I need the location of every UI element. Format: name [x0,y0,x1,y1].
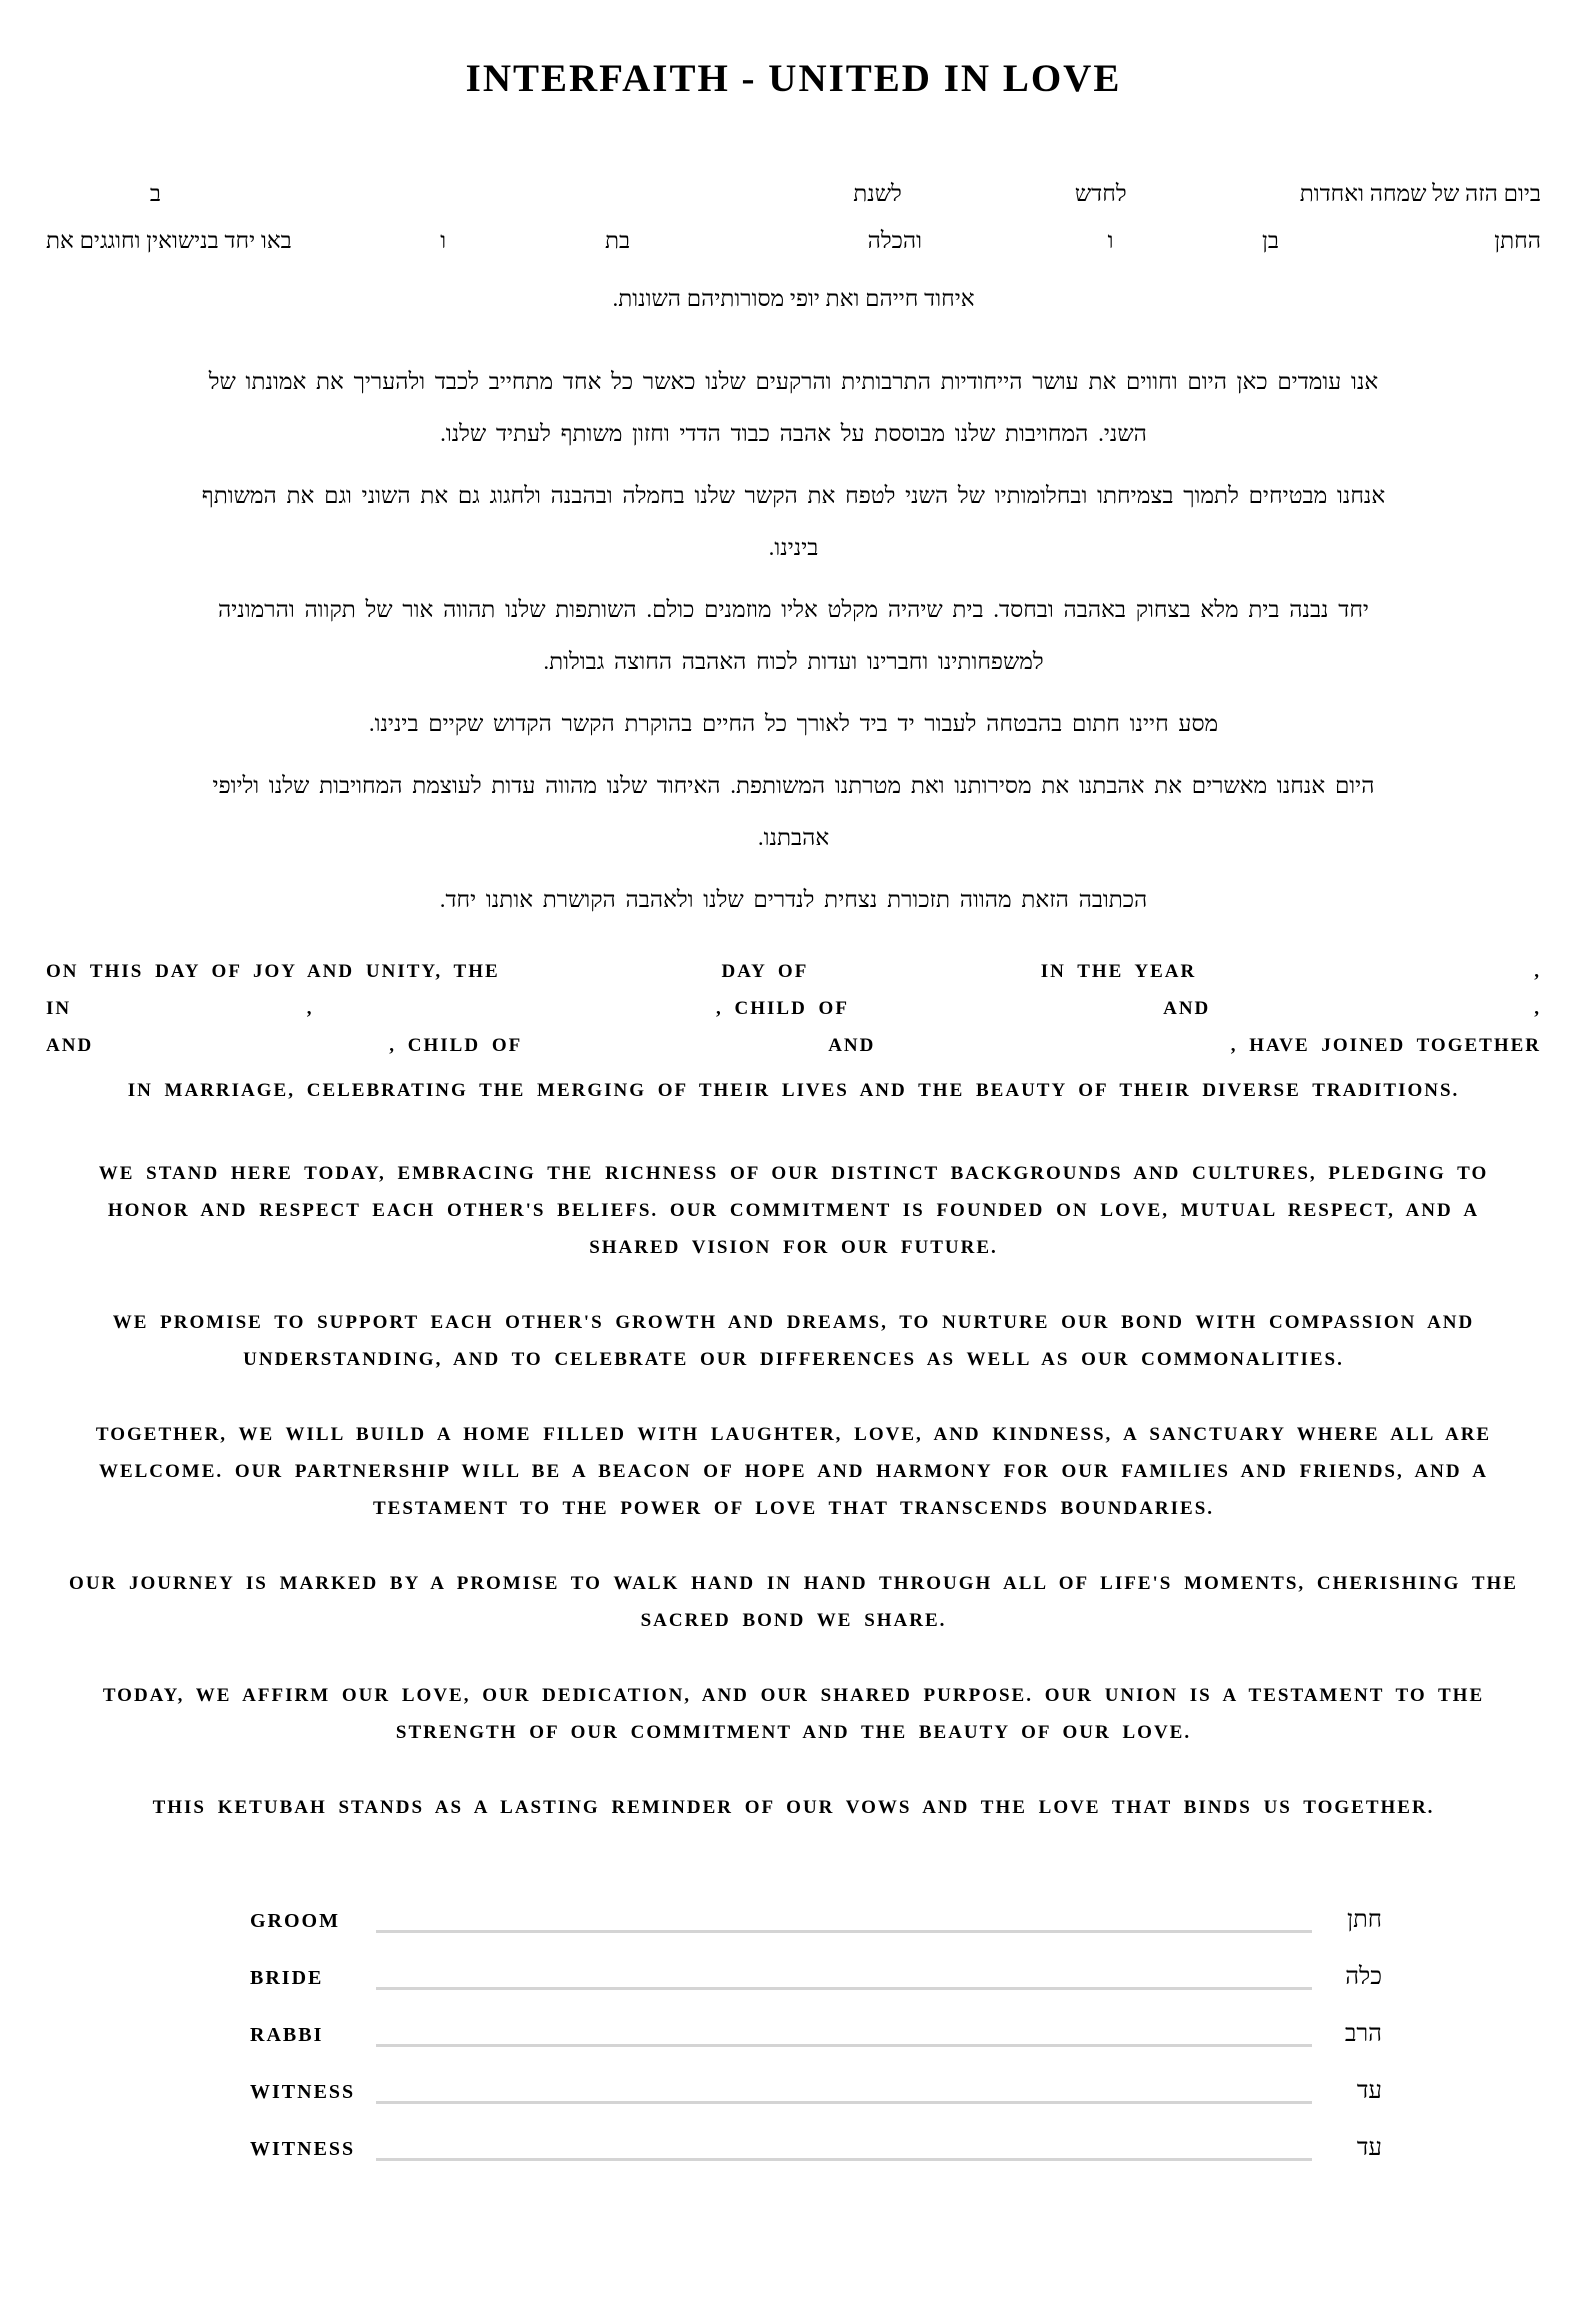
hebrew-par3-line2: למשפחותינו וחברינו ועדות לכוח האהבה החוצה גבולות. [543,649,1044,674]
english-location-line [46,998,1541,1035]
english-par1-line1: WE STAND HERE TODAY, EMBRACING THE RICHNESS OF OUR DISTINCT BACKGROUNDS AND CULTURES, PLEDGING TO [98,1163,1489,1184]
english-paragraphs [0,1155,1587,1826]
english-par3-line1: TOGETHER, WE WILL BUILD A HOME FILLED WITH LAUGHTER, LOVE, AND KINDNESS, A SANCTUARY WHERE ALL ARE [95,1424,1492,1445]
hebrew-place-prefix: ב [149,181,161,206]
rabbi-label: RABBI [250,2024,324,2046]
hebrew-groom-label: החתן [1494,228,1541,253]
english-joined-text: , HAVE JOINED TOGETHER [1230,1035,1541,1056]
bride-label-hebrew: כלה [1345,1964,1382,1990]
english-paragraph [46,1416,1541,1527]
english-par6-line1: THIS KETUBAH STANDS AS A LASTING REMINDER OF OUR VOWS AND THE LOVE THAT BINDS US TOGETHER. [152,1797,1435,1818]
witness2-signature-line[interactable] [376,2158,1312,2161]
english-marriage-line: IN MARRIAGE, CELEBRATING THE MERGING OF THEIR LIVES AND THE BEAUTY OF THEIR DIVERSE TRADITIONS. [127,1080,1460,1101]
hebrew-groom-name-blank[interactable] [1279,274,1494,275]
rabbi-signature-line[interactable] [376,2044,1312,2047]
signature-row-witness-1 [250,2078,1382,2108]
english-paragraph [46,1304,1541,1378]
english-partner2-line [46,1035,1541,1072]
english-comma-2: , [306,998,314,1019]
english-in-the-year-label: IN THE YEAR [1040,961,1197,982]
hebrew-bride-label: והכלה [867,228,923,253]
english-paragraph [46,1155,1541,1266]
hebrew-son-of-label: בן [1262,228,1279,253]
english-par2-line2: UNDERSTANDING, AND TO CELEBRATE OUR DIFFERENCES AS WELL AS OUR COMMONALITIES. [243,1349,1344,1370]
witness1-label-hebrew: עד [1356,2078,1382,2104]
english-in-label: IN [46,998,72,1019]
english-day-of-label: DAY OF [721,961,809,982]
english-comma-1: , [1534,961,1541,982]
hebrew-bride-parent1-blank[interactable] [446,274,605,275]
hebrew-paragraph [46,874,1541,926]
hebrew-bride-parent2-blank[interactable] [292,274,440,275]
signature-row-bride [250,1964,1382,1994]
hebrew-paragraphs [0,356,1587,926]
english-child-of-label-2: , CHILD OF [389,1035,523,1056]
hebrew-par1-line1: אנו עומדים כאן היום וחווים את עושר הייחודיות התרבותית והרקעים שלנו כאשר כל אחד מתחייב לכבד ולהעריך את אמונתו של [208,369,1379,394]
hebrew-groom-parent1-blank[interactable] [1114,274,1262,275]
bride-signature-line[interactable] [376,1987,1312,1990]
hebrew-par5-line2: אהבתנו. [757,825,830,850]
hebrew-par4-line1: מסע חיינו חתום בהבטחה לעבור יד ביד לאורך כל החיים בהוקרת הקשר הקדוש שקיים בינינו. [368,711,1219,736]
hebrew-par5-line1: היום אנחנו מאשרים את אהבתנו את מסירותנו ואת מטרתנו המשותפת. האיחוד שלנו מהווה עדות לעוצמת המחויבות שלנו וליופי [212,773,1375,798]
english-par5-line2: STRENGTH OF OUR COMMITMENT AND THE BEAUTY OF OUR LOVE. [395,1722,1192,1743]
hebrew-opening-text: ביום הזה של שמחה ואחדות [1299,181,1541,206]
hebrew-par1-line2: השני. המחויבות שלנו מבוססת על אהבה כבוד הדדי וחזון משותף לעתיד שלנו. [440,421,1147,446]
bride-label: BRIDE [250,1967,324,1989]
english-comma-3: , [1534,998,1541,1019]
witness1-signature-line[interactable] [376,2101,1312,2104]
hebrew-month-label: לחדש [1074,181,1127,206]
english-par3-line2: WELCOME. OUR PARTNERSHIP WILL BE A BEACON OF HOPE AND HARMONY FOR OUR FAMILIES AND FRIENDS, AND A [98,1461,1489,1482]
hebrew-header [46,181,1541,323]
witness2-label-hebrew: עד [1356,2135,1382,2161]
english-paragraph [46,1565,1541,1639]
english-par1-line3: SHARED VISION FOR OUR FUTURE. [589,1237,998,1258]
hebrew-paragraph [46,584,1541,688]
witness1-label: WITNESS [250,2081,356,2103]
english-par5-line1: TODAY, WE AFFIRM OUR LOVE, OUR DEDICATION, AND OUR SHARED PURPOSE. OUR UNION IS A TESTAMENT TO THE [102,1685,1485,1706]
signature-row-groom [250,1907,1382,1937]
hebrew-daughter-of-label: בת [604,228,631,253]
english-par1-line2: HONOR AND RESPECT EACH OTHER'S BELIEFS. OUR COMMITMENT IS FOUNDED ON LOVE, MUTUAL RESPECT, AND A [107,1200,1480,1221]
english-child-of-label-1: , CHILD OF [716,998,849,1019]
english-and-label-1: AND [1163,998,1211,1019]
rabbi-label-hebrew: הרב [1344,2021,1382,2047]
hebrew-paragraph [46,356,1541,460]
hebrew-par2-line1: אנחנו מבטיחים לתמוך בצמיחתו ובחלומותיו של השני לטפח את הקשר שלנו בחמלה ובהבנה ולחגוג גם את השוני וגם את המשותף [201,483,1386,508]
hebrew-paragraph [46,470,1541,574]
groom-label-hebrew: חתן [1347,1907,1382,1933]
groom-label: GROOM [250,1910,340,1932]
hebrew-date-line [46,181,1541,228]
hebrew-paragraph [46,760,1541,864]
english-par4-line2: SACRED BOND WE SHARE. [640,1610,947,1631]
english-and-label-2: AND [46,1035,94,1056]
english-city-blank[interactable] [71,1034,307,1035]
english-and-label-3: AND [828,1035,876,1056]
english-header [46,961,1541,1109]
hebrew-closing-text: באו יחד בנישואין וחוגגים את [46,228,292,253]
hebrew-par3-line1: יחד נבנה בית מלא בצחוק באהבה ובחסד. בית שיהיה מקלט אליו מוזמנים כולם. השותפות שלנו תהווה אור של תקווה והרמוניה [218,597,1369,622]
hebrew-union-line: איחוד חייהם ואת יופי מסורותיהם השונות. [612,286,975,311]
hebrew-names-line [46,228,1541,275]
hebrew-and-2: ו [440,228,447,253]
english-partner1-parent1-blank[interactable] [849,1034,1163,1035]
signature-row-witness-2 [250,2135,1382,2165]
english-opening-text: ON THIS DAY OF JOY AND UNITY, THE [46,961,500,982]
signature-block [250,1907,1382,2165]
english-paragraph [46,1789,1541,1826]
english-date-line [46,961,1541,998]
english-paragraph [46,1677,1541,1751]
english-year-blank[interactable] [1196,997,1534,998]
english-par4-line1: OUR JOURNEY IS MARKED BY A PROMISE TO WALK HAND IN HAND THROUGH ALL OF LIFE'S MOMENTS, CHERISHING THE [69,1573,1518,1594]
groom-signature-line[interactable] [376,1930,1312,1933]
hebrew-year-label: לשנת [853,181,902,206]
hebrew-and-1: ו [1107,228,1114,253]
english-par3-line3: TESTAMENT TO THE POWER OF LOVE THAT TRANSCENDS BOUNDARIES. [372,1498,1215,1519]
hebrew-par6-line1: הכתובה הזאת מהווה תזכורת נצחית לנדרים שלנו ולאהבה הקושרת אותנו יחד. [439,887,1148,912]
signature-row-rabbi [250,2021,1382,2051]
english-day-blank[interactable] [500,997,722,998]
english-par2-line1: WE PROMISE TO SUPPORT EACH OTHER'S GROWTH AND DREAMS, TO NURTURE OUR BOND WITH COMPASSION AND [112,1312,1475,1333]
page-title: INTERFAITH - UNITED IN LOVE [465,57,1122,100]
hebrew-month-blank[interactable] [902,227,1075,228]
hebrew-paragraph [46,698,1541,750]
hebrew-par2-line2: בינינו. [768,535,819,560]
witness2-label: WITNESS [250,2138,356,2160]
